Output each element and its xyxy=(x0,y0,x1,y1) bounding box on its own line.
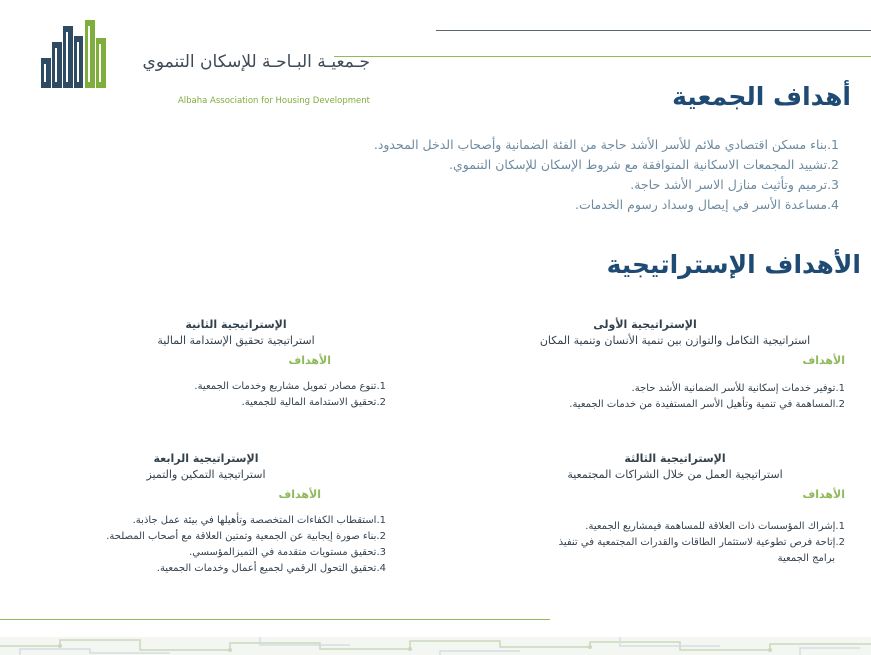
goal-item: 4.مساعدة الأسر في إيصال وسداد رسوم الخدمات. xyxy=(574,197,839,212)
logo-name-english: Albaha Association for Housing Development xyxy=(177,96,370,106)
association-logo xyxy=(38,18,370,106)
strategy-goal-item: 2.إتاحة فرص تطوعية لاستثمار الطاقات والقدرات المجتمعية في تنفيذ xyxy=(558,537,845,548)
strategy-card-3 xyxy=(505,452,845,567)
logo-name-arabic: جـمعيـة البـاحـة للإسكان التنموي xyxy=(142,52,370,72)
top-divider xyxy=(436,30,871,31)
strategy-goals-list xyxy=(505,381,845,413)
strategy-goals-list xyxy=(26,513,386,577)
strategy-title: الإستراتيجية الرابعة xyxy=(153,452,259,465)
goal-item: 3.ترميم وتأثيث منازل الاسر الأشد حاجة. xyxy=(630,177,839,192)
strategy-goal-item: 1.إشراك المؤسسات ذات العلاقة للمساهمة فيمشاريع الجمعية. xyxy=(585,521,845,532)
strategy-goal-item: 1.استقطاب الكفاءات المتخصصة وتأهيلها في بيئة عمل جاذبة. xyxy=(132,515,386,526)
strategy-goal-item: برامج الجمعية xyxy=(777,553,835,564)
goals-list xyxy=(239,135,839,215)
strategy-goal-item: 1.توفير خدمات إسكانية للأسر الضمانية الأشد حاجة. xyxy=(631,383,845,394)
strategy-card-1 xyxy=(505,318,845,413)
bottom-divider xyxy=(0,619,550,620)
goal-item: 1.بناء مسكن اقتصادي ملائم للأسر الأشد حاجة من الفئة الضمانية وأصحاب الدخل المحدود. xyxy=(373,137,839,152)
header-divider xyxy=(334,56,871,57)
strategy-goals-label: الأهداف xyxy=(802,488,845,501)
strategy-title: الإستراتيجية الأولى xyxy=(593,318,697,331)
strategy-goals-list xyxy=(505,519,845,567)
strategy-goal-item: 3.تحقيق مستويات متقدمة في التميزالمؤسسي. xyxy=(189,547,386,558)
goal-item: 2.تشييد المجمعات الاسكانية المتوافقة مع شروط الإسكان للإسكان التنموي. xyxy=(449,157,839,172)
buildings-logo-icon xyxy=(38,18,118,92)
strategy-card-2 xyxy=(86,318,386,411)
strategic-goals-title: الأهداف الإستراتيجية xyxy=(606,250,861,279)
strategy-goals-label: الأهداف xyxy=(288,354,331,367)
decorative-circuit-pattern xyxy=(0,637,871,655)
strategy-subtitle: استراتيجية تحقيق الإستدامة المالية xyxy=(157,334,315,347)
strategy-title: الإستراتيجية الثالثة xyxy=(624,452,726,465)
strategy-goal-item: 2.تحقيق الاستدامة المالية للجمعية. xyxy=(241,397,386,408)
strategy-subtitle: استراتيجية العمل من خلال الشراكات المجتمعية xyxy=(567,468,783,481)
strategy-goal-item: 4.تحقيق التحول الرقمي لجميع أعمال وخدمات الجمعية. xyxy=(156,563,386,574)
strategy-goal-item: 2.بناء صورة إيجابية عن الجمعية وتمتين العلاقة مع أصحاب المصلحة. xyxy=(106,531,386,542)
strategy-card-4 xyxy=(26,452,386,577)
strategy-goals-list xyxy=(86,379,386,411)
strategy-subtitle: استراتيجية التكامل والتوازن بين تنمية الأنسان وتنمية المكان xyxy=(539,334,811,347)
goals-title: أهداف الجمعية xyxy=(672,82,851,111)
strategy-goal-item: 2.المساهمة في تنمية وتأهيل الأسر المستفيدة من خدمات الجمعية. xyxy=(569,399,845,410)
strategy-title: الإستراتيجية الثانية xyxy=(185,318,287,331)
strategy-goal-item: 1.تنوع مصادر تمويل مشاريع وخدمات الجمعية. xyxy=(194,381,386,392)
strategy-goals-label: الأهداف xyxy=(278,488,321,501)
strategy-subtitle: استراتيجية التمكين والتميز xyxy=(146,468,266,481)
strategy-goals-label: الأهداف xyxy=(802,354,845,367)
